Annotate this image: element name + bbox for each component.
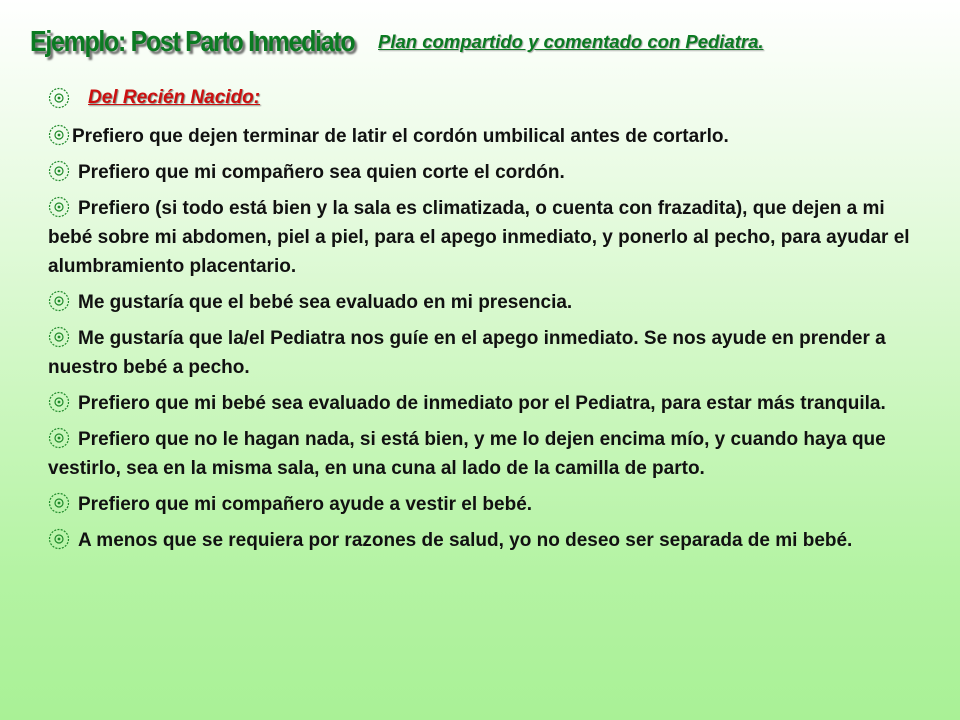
ornate-flower-icon (48, 427, 70, 449)
list-item-text: Me gustaría que la/el Pediatra nos guíe en el apego inmediato. Se nos ayude en prender a nuestro bebé a pecho. (48, 328, 886, 378)
list-item (48, 490, 928, 519)
list-item-text: Prefiero que no le hagan nada, si está bien, y me lo dejen encima mío, y cuando haya que vestirlo, sea en la misma sala, en una cuna al lado de la camilla de parto. (48, 429, 886, 479)
list-item-text: Me gustaría que el bebé sea evaluado en mi presencia. (78, 292, 573, 313)
slide-title: Ejemplo: Post Parto Inmediato (30, 26, 355, 58)
ornate-flower-icon (48, 290, 70, 312)
ornate-flower-icon (48, 160, 70, 182)
list-item (48, 526, 928, 555)
ornate-flower-icon (48, 326, 70, 348)
section-heading (48, 84, 928, 112)
section-heading-label: Del Recién Nacido: (88, 87, 261, 108)
list-item-text: Prefiero que mi bebé sea evaluado de inmediato por el Pediatra, para estar más tranquila. (78, 393, 886, 414)
list-item (48, 425, 928, 483)
ornate-flower-icon (48, 528, 70, 550)
ornate-flower-icon (48, 196, 70, 218)
ornate-flower-icon (48, 391, 70, 413)
slide-subtitle: Plan compartido y comentado con Pediatra. (378, 31, 764, 52)
list-item-text: Prefiero que mi compañero ayude a vestir el bebé. (78, 494, 533, 515)
list-item-text: A menos que se requiera por razones de salud, yo no deseo ser separada de mi bebé. (78, 530, 853, 551)
list-item (48, 288, 928, 317)
ornate-flower-icon (48, 124, 70, 146)
ornate-flower-icon (48, 87, 70, 109)
list-item (48, 324, 928, 382)
list-item-text: Prefiero que mi compañero sea quien corte el cordón. (78, 162, 565, 183)
ornate-flower-icon (48, 492, 70, 514)
list-item (48, 389, 928, 418)
list-item (48, 122, 928, 151)
list-item (48, 158, 928, 187)
list-item-text: Prefiero que dejen terminar de latir el cordón umbilical antes de cortarlo. (72, 126, 729, 147)
list-item-text: Prefiero (si todo está bien y la sala es climatizada, o cuenta con frazadita), que dejen a mi bebé sobre mi abdomen, piel a piel, para el apego inmediato, y ponerlo al pecho, para ayudar el alumbramiento placentario. (48, 198, 910, 277)
list-item (48, 194, 928, 281)
preference-list (48, 122, 928, 555)
content-area (48, 84, 928, 562)
